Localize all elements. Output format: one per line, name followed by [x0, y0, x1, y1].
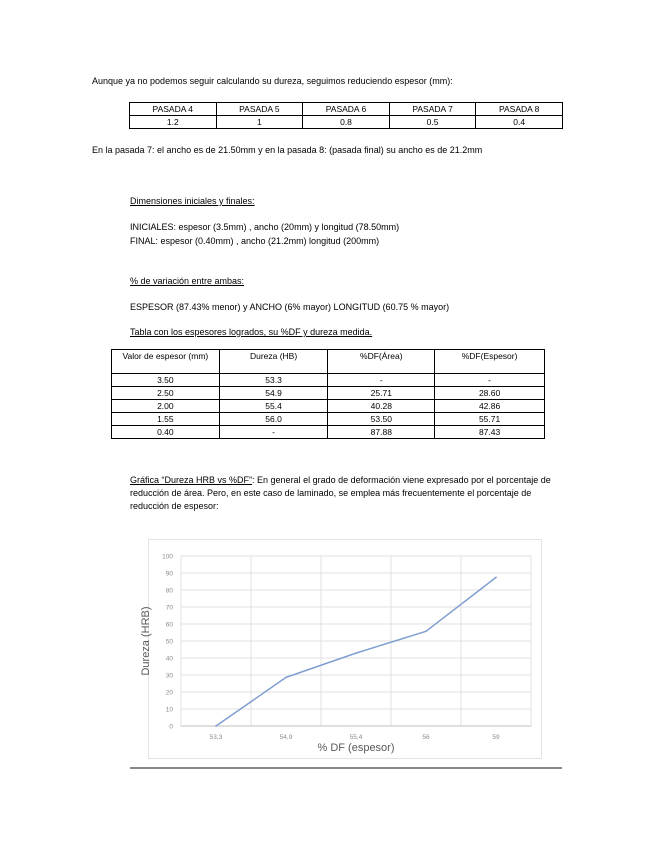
table-cell: 25.71 [328, 387, 435, 400]
passes-header-cell: PASADA 6 [303, 103, 390, 116]
passes-header-cell: PASADA 5 [216, 103, 303, 116]
table-heading: Tabla con los espesores logrados, su %DF y dureza medida. [130, 327, 373, 337]
table-cell: 53.3 [219, 374, 328, 387]
table-row [112, 400, 545, 413]
y-tick-label: 20 [165, 689, 173, 697]
passes-value-cell: 0.4 [476, 116, 563, 129]
y-tick-label: 0 [169, 723, 173, 731]
table-row [112, 387, 545, 400]
table-cell: 87.43 [435, 426, 545, 439]
table-cell: - [219, 426, 328, 439]
dims-heading: Dimensiones iniciales y finales: [130, 196, 255, 206]
hardness-header-cell: %DF(Área) [328, 350, 435, 374]
graph-caption-body: : En general el grado de deformación viene expresado por el porcentaje de reducción de área. Pero, en este caso de laminado, se emplea más frecuentemente el porcentaje de reducción de espesor: [130, 475, 551, 511]
width-text: En la pasada 7: el ancho es de 21.50mm y en la pasada 8: (pasada final) su ancho es de 21.2mm [92, 145, 483, 155]
y-tick-label: 70 [165, 604, 173, 612]
passes-value-row [130, 116, 563, 129]
passes-value-cell: 1 [216, 116, 303, 129]
table-cell: 42.86 [435, 400, 545, 413]
series-line [216, 577, 496, 726]
y-tick-label: 80 [165, 587, 173, 595]
x-tick-label: 55,4 [349, 734, 363, 741]
passes-table [129, 102, 563, 129]
passes-header-cell: PASADA 4 [130, 103, 217, 116]
intro-text: Aunque ya no podemos seguir calculando su dureza, seguimos reduciendo espesor (mm): [92, 76, 453, 86]
table-cell: - [435, 374, 545, 387]
data-point [425, 630, 427, 632]
chart-frame [140, 539, 542, 759]
x-tick-label: 56 [422, 734, 430, 741]
final-line: FINAL: espesor (0.40mm) , ancho (21.2mm) longitud (200mm) [130, 236, 380, 246]
data-point [285, 676, 287, 678]
table-cell: 56.0 [219, 413, 328, 426]
table-cell: 53.50 [328, 413, 435, 426]
table-row [112, 374, 545, 387]
data-point [355, 652, 357, 654]
table-cell: 54.9 [219, 387, 328, 400]
table-cell: 55.71 [435, 413, 545, 426]
line-chart [140, 540, 541, 758]
y-tick-label: 10 [165, 706, 173, 714]
hardness-header-cell: Valor de espesor (mm) [112, 350, 220, 374]
table-cell: 0.40 [112, 426, 220, 439]
x-tick-label: 59 [492, 734, 500, 741]
data-point [215, 725, 217, 727]
data-point [495, 576, 497, 578]
graph-caption [130, 474, 560, 513]
variation-line: ESPESOR (87.43% menor) y ANCHO (6% mayor) LONGITUD (60.75 % mayor) [130, 302, 450, 312]
table-cell: 2.50 [112, 387, 220, 400]
table-cell: 40.28 [328, 400, 435, 413]
y-tick-label: 90 [165, 570, 173, 578]
x-tick-label: 54,9 [279, 734, 293, 741]
graph-caption-title: Gráfica “Dureza HRB vs %DF” [130, 475, 253, 485]
y-tick-label: 30 [165, 672, 173, 680]
table-cell: 55.4 [219, 400, 328, 413]
passes-value-cell: 0.8 [303, 116, 390, 129]
hardness-header-row [112, 350, 545, 374]
passes-value-cell: 0.5 [389, 116, 476, 129]
x-tick-label: 53,3 [209, 734, 223, 741]
table-row [112, 426, 545, 439]
passes-value-cell: 1.2 [130, 116, 217, 129]
passes-header-cell: PASADA 7 [389, 103, 476, 116]
initial-line: INICIALES: espesor (3.5mm) , ancho (20mm) y longitud (78.50mm) [130, 222, 400, 232]
table-cell: 1.55 [112, 413, 220, 426]
x-axis-title: % DF (espesor) [317, 742, 395, 754]
y-tick-label: 40 [165, 655, 173, 663]
table-cell: 2.00 [112, 400, 220, 413]
y-axis-title: Dureza (HRB) [140, 606, 152, 676]
variation-heading: % de variación entre ambas: [130, 276, 245, 286]
bottom-rule [130, 767, 562, 769]
hardness-table [111, 349, 545, 439]
passes-header-cell: PASADA 8 [476, 103, 563, 116]
passes-header-row [130, 103, 563, 116]
y-tick-label: 60 [165, 621, 173, 629]
y-tick-label: 50 [165, 638, 173, 646]
table-row [112, 413, 545, 426]
table-cell: 87.88 [328, 426, 435, 439]
hardness-header-cell: %DF(Espesor) [435, 350, 545, 374]
table-cell: 3.50 [112, 374, 220, 387]
table-cell: - [328, 374, 435, 387]
table-cell: 28.60 [435, 387, 545, 400]
hardness-header-cell: Dureza (HB) [219, 350, 328, 374]
y-tick-label: 100 [162, 553, 173, 561]
